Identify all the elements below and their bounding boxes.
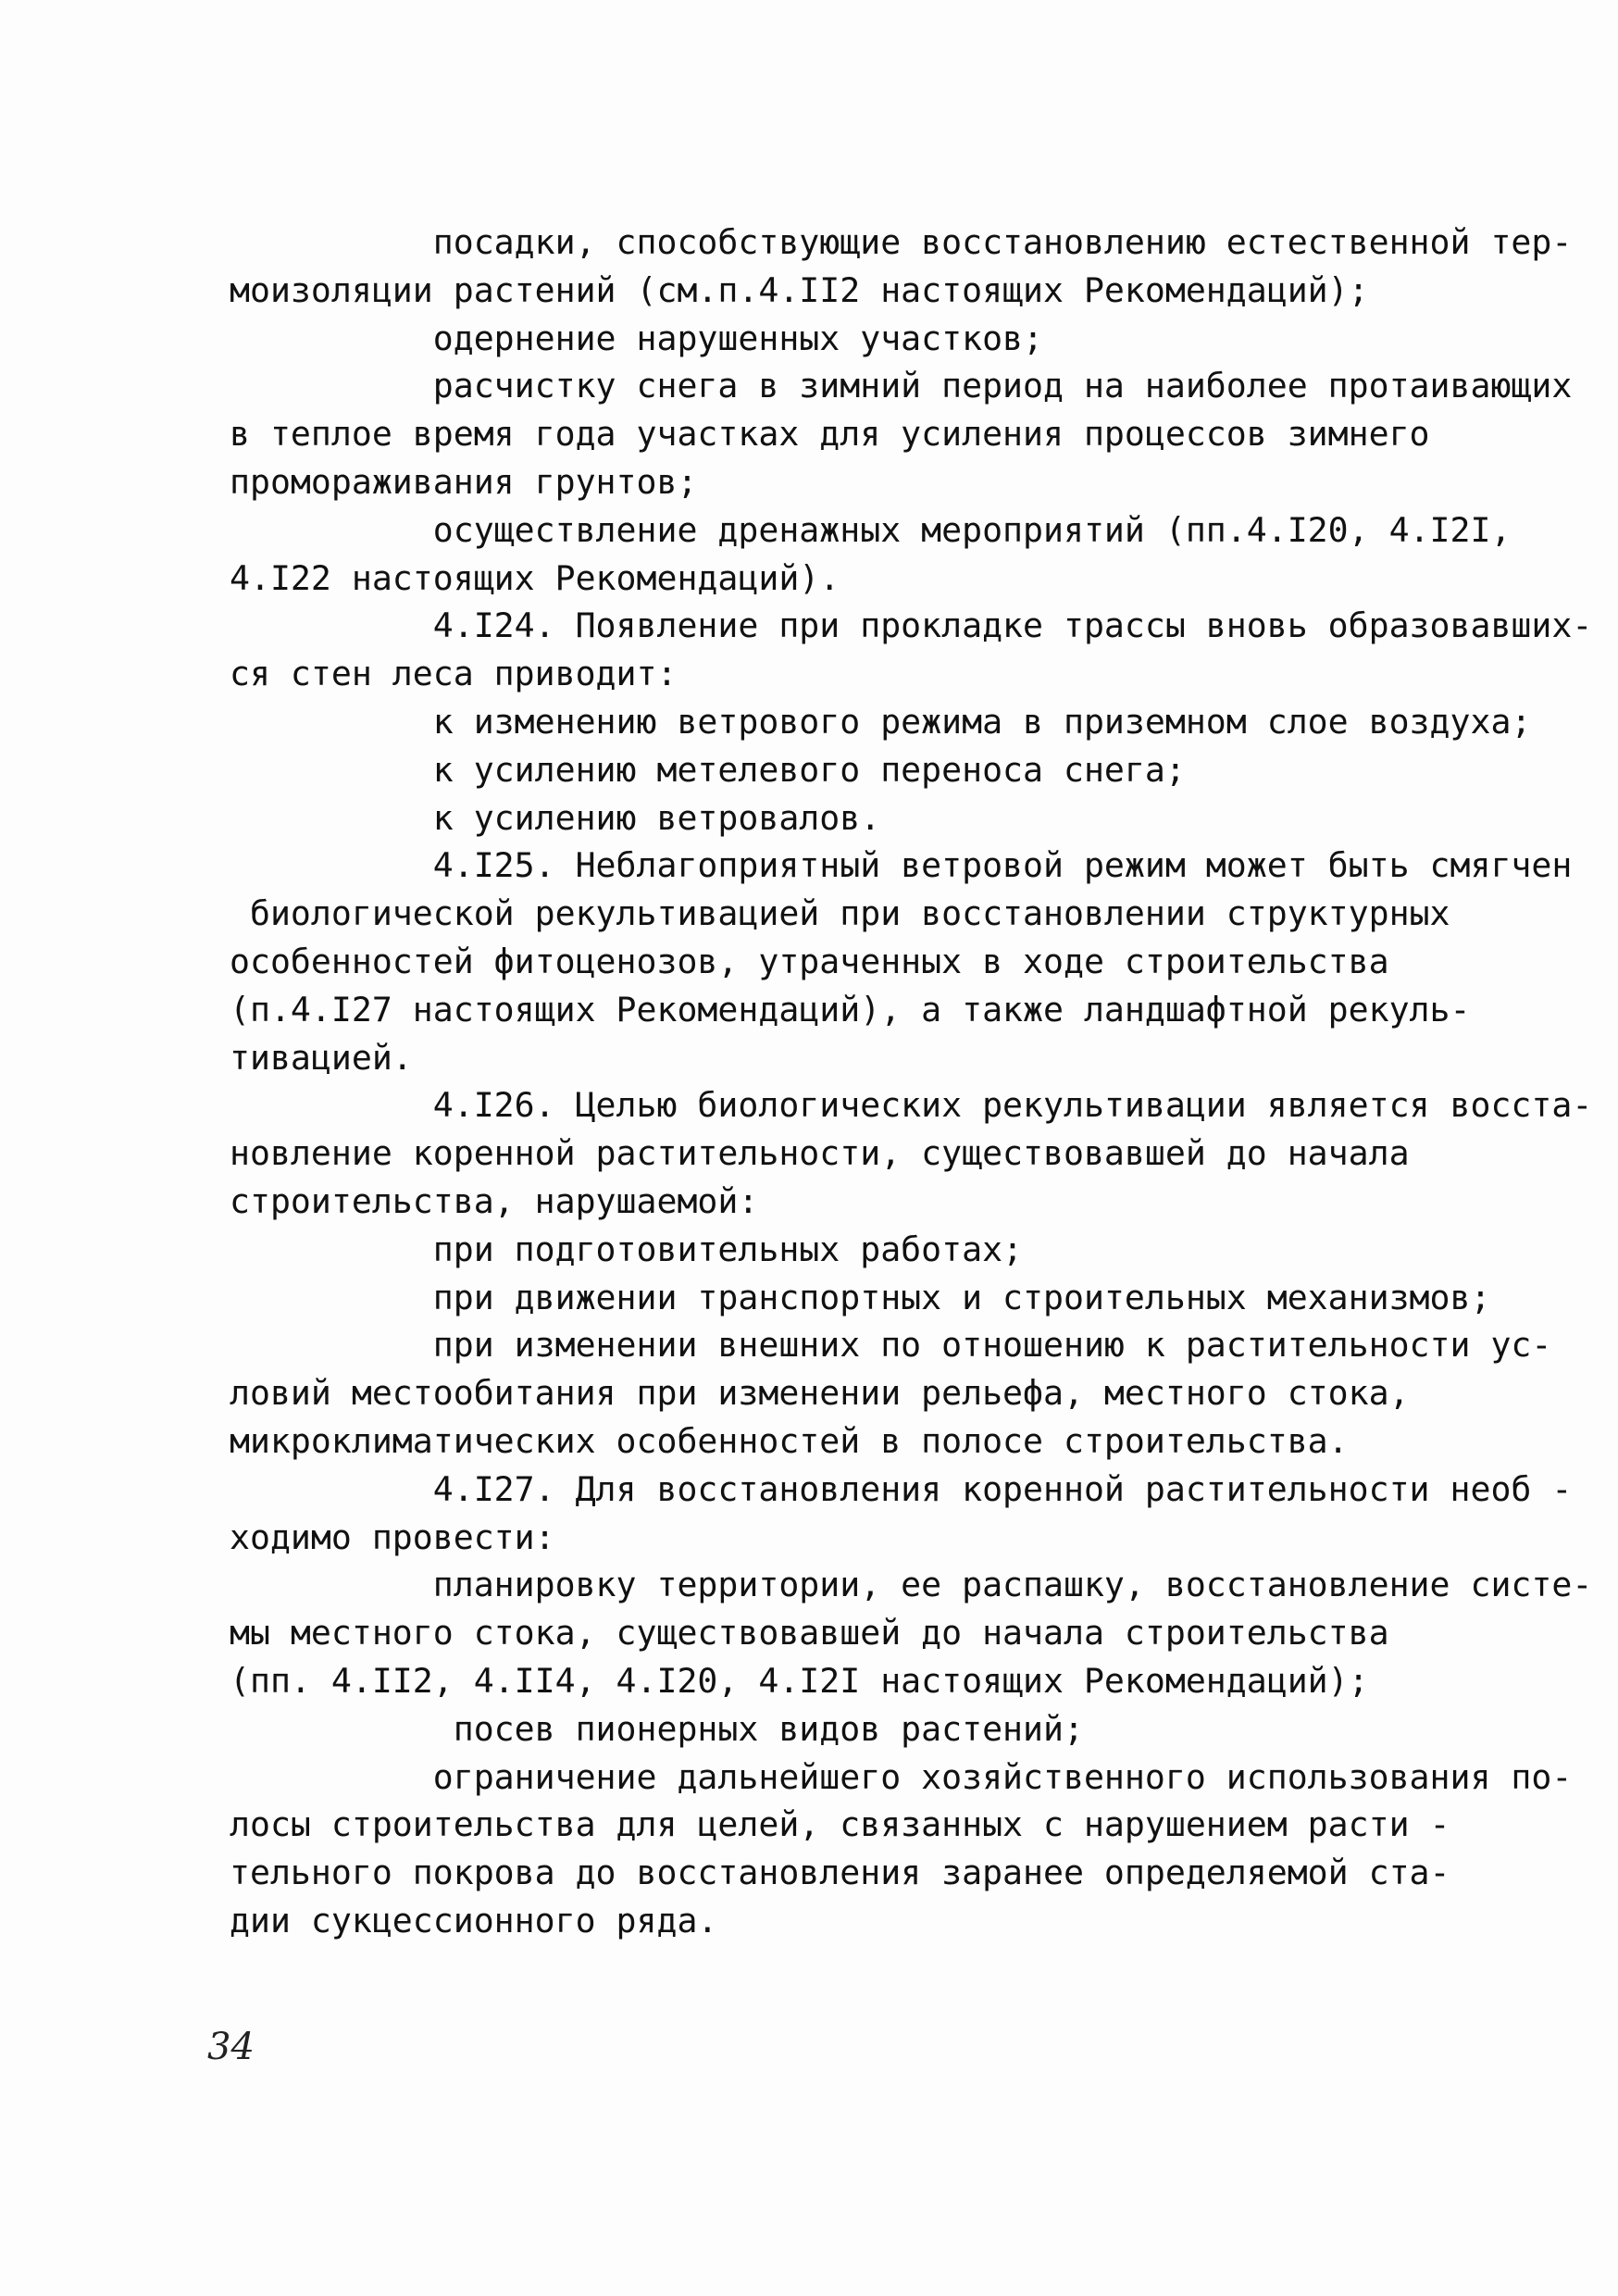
text-line: промораживания грунтов;	[230, 461, 698, 502]
text-line: лосы строительства для целей, связанных с нарушением расти -	[230, 1804, 1450, 1845]
text-line: 4.I24. Появление при прокладке трассы вновь образовавших-	[230, 605, 1593, 646]
text-line: биологической рекультивацией при восстановлении структурных	[230, 893, 1450, 934]
text-line: дии сукцессионного ряда.	[230, 1900, 718, 1940]
text-line: посадки, способствующие восстановлению естественной тер-	[230, 222, 1573, 262]
text-line: при подготовительных работах;	[230, 1229, 1024, 1269]
page-number: 34	[207, 2026, 255, 2068]
text-line: планировку территории, ее распашку, восстановление систе-	[230, 1565, 1593, 1605]
text-line: новление коренной растительности, существовавшей до начала	[230, 1133, 1410, 1174]
text-line: одернение нарушенных участков;	[230, 318, 1043, 358]
text-line: (п.4.I27 настоящих Рекомендаций), а также ландшафтной рекуль-	[230, 989, 1471, 1029]
text-line: к усилению метелевого переноса снега;	[230, 749, 1186, 790]
text-line: к изменению ветрового режима в приземном слое воздуха;	[230, 701, 1532, 742]
text-line: посев пионерных видов растений;	[230, 1708, 1084, 1749]
text-line: 4.I26. Целью биологических рекультивации является восста-	[230, 1085, 1593, 1126]
text-line: строительства, нарушаемой:	[230, 1180, 759, 1221]
text-line: ходимо провести:	[230, 1516, 555, 1557]
text-line: в теплое время года участках для усиления процессов зимнего	[230, 414, 1430, 455]
text-line: ся стен леса приводит:	[230, 654, 678, 694]
text-line: 4.I22 настоящих Рекомендаций).	[230, 557, 840, 598]
text-line: мы местного стока, существовавшей до начала строительства	[230, 1613, 1389, 1653]
text-line: расчистку снега в зимний период на наиболее протаивающих	[230, 366, 1573, 406]
text-line: тивацией.	[230, 1037, 413, 1078]
text-line: моизоляции растений (см.п.4.II2 настоящих Рекомендаций);	[230, 269, 1369, 310]
text-line: при движении транспортных и строительных механизмов;	[230, 1277, 1491, 1317]
text-line: ограничение дальнейшего хозяйственного использования по-	[230, 1756, 1573, 1797]
text-line: (пп. 4.II2, 4.II4, 4.I20, 4.I2I настоящих Рекомендаций);	[230, 1660, 1369, 1701]
text-line: 4.I27. Для восстановления коренной растительности необ -	[230, 1468, 1573, 1509]
text-line: к усилению ветровалов.	[230, 797, 881, 838]
text-line: тельного покрова до восстановления заранее определяемой ста-	[230, 1853, 1450, 1893]
body-text	[230, 218, 1593, 1945]
text-line: при изменении внешних по отношению к растительности ус-	[230, 1325, 1552, 1366]
text-line: ловий местообитания при изменении рельефа, местного стока,	[230, 1373, 1410, 1414]
text-line: 4.I25. Неблагоприятный ветровой режим может быть смягчен	[230, 845, 1573, 886]
text-line: особенностей фитоценозов, утраченных в ходе строительства	[230, 941, 1389, 981]
text-line: осуществление дренажных мероприятий (пп.4.I20, 4.I2I,	[230, 509, 1512, 550]
text-line: микроклиматических особенностей в полосе строительства.	[230, 1420, 1349, 1461]
